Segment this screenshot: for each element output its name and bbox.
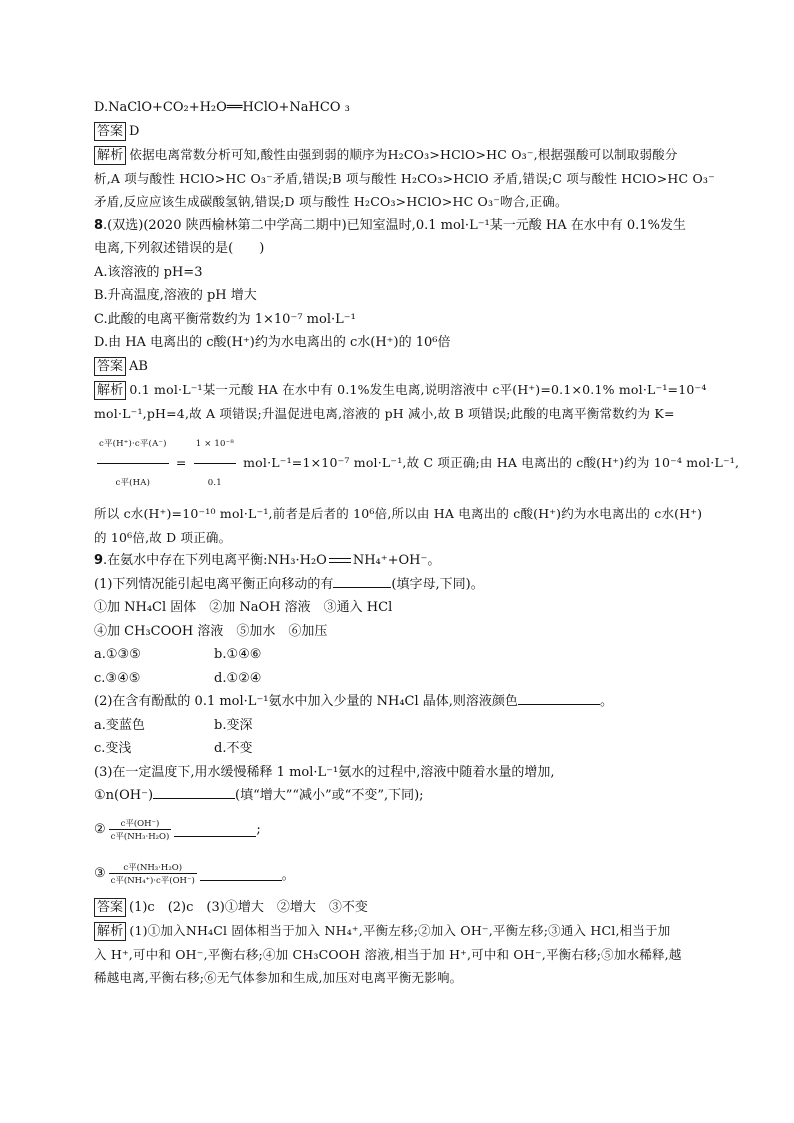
q9-analysis-row-1: 解析 (1)①加入NH₄Cl 固体相当于加入 NH₄⁺,平衡左移;②加入 OH⁻,平衡左移;③通入 HCl,相当于加 [94,919,706,943]
q9-number: 9 [94,553,104,568]
q8-analysis-row-5: 的 10⁶倍,故 D 项正确。 [94,529,232,545]
q9-answer-row [94,896,706,920]
q8-option-a: A.该溶液的 pH=3 [94,264,203,280]
q9-part1-items-1: ①加 NH₄Cl 固体 ②加 NaOH 溶液 ③通入 HCl [94,600,393,615]
q9-part1-items-2: ④加 CH₃COOH 溶液 ⑤加水 ⑥加压 [94,623,328,639]
q9-part3-item-1: ①n(OH⁻) (填“增大”“减小”或“不变”,下同); [94,784,706,808]
q8-analysis-row-3: $\frac{\text{c平(H⁺)·c平(A⁻)}}{\text{c平(HA)}}$ = $\frac{\text{1 × 10⁻⁸}}{0.1}$ mol·L⁻¹=1×10⁻⁷ mol·L⁻¹,故 C 项正确;由 HA 电离出的 c酸(H⁺)约为 10⁻⁴ mol·L⁻¹, [94,425,706,502]
q9-part3-item-2: ② $\frac{\text{c平(OH⁻)}}{\text{c平(NH₃·H₂O)}}$ ; [94,819,261,842]
q9-stem: 9.在氨水中存在下列电离平衡:NH₃·H₂O NH₄⁺+OH⁻。 [94,553,441,568]
q8-stem-2: 电离,下列叙述错误的是( ) [94,241,265,256]
ratio-fraction: $\frac{\text{c平(NH₃·H₂O)}}{\text{c平(NH₄⁺)·c平(OH⁻)}}$ [110,863,195,886]
answer-blank[interactable] [174,822,256,837]
q7-answer: D [129,123,140,139]
q9-analysis-row-2: 入 H⁺,可中和 OH⁻,平衡右移;④加 CH₃COOH 溶液,相当于加 H⁺,可中和 OH⁻,平衡右移;⑤加水稀释,越 [94,946,682,962]
q9-part1-options-cd: c.③④⑤ d.①②④ [94,670,262,686]
q9-part1-options-ab: a.①③⑤ b.①④⑥ [94,647,262,662]
answer-blank[interactable] [518,690,600,705]
q9-part3-stem: (3)在一定温度下,用水缓慢稀释 1 mol·L⁻¹氨水的过程中,溶液中随着水量的增加, [94,764,555,780]
analysis-tag: 解析 [94,146,126,165]
content-area [94,96,740,990]
answer-tag: 答案 [94,357,126,376]
analysis-tag: 解析 [94,381,126,400]
q9-part2-options-cd: c.变浅 d.不变 [94,741,253,756]
analysis-tag: 解析 [94,922,126,941]
q7-analysis-row-2: 析,A 项与酸性 HClO>HC O₃⁻矛盾,错误;B 项与酸性 H₂CO₃>HClO 矛盾,错误;C 项与酸性 HClO>HC O₃⁻ [94,170,715,186]
k-fraction: $\frac{\text{c平(H⁺)·c平(A⁻)}}{\text{c平(HA)}}$ [97,425,169,502]
q7-analysis-row-1: 解析 依据电离常数分析可知,酸性由强到弱的顺序为H₂CO₃>HClO>HC O₃⁻,根据强酸可以制取弱酸分 [94,143,706,167]
q9-part1-stem: (1)下列情况能引起电离平衡正向移动的有 (填字母,下同)。 [94,573,706,597]
q8-answer: AB [129,358,148,374]
q8-number: 8 [94,217,104,233]
q8-option-b: B.升高温度,溶液的 pH 增大 [94,288,257,303]
q8-option-d: D.由 HA 电离出的 c酸(H⁺)约为水电离出的 c水(H⁺)的 10⁶倍 [94,335,451,350]
q8-analysis-row-2: mol·L⁻¹,pH=4,故 A 项错误;升温促进电离,溶液的 pH 减小,故 B 项错误;此酸的电离平衡常数约为 K= [94,405,675,421]
q9-part2-stem: (2)在含有酚酞的 0.1 mol·L⁻¹氨水中加入少量的 NH₄Cl 晶体,则溶液颜色 。 [94,690,706,714]
q7-analysis-row-3: 矛盾,反应应该生成碳酸氢钠,错误;D 项与酸性 H₂CO₃>HClO>HC O₃⁻吻合,正确。 [94,194,568,209]
answer-blank[interactable] [200,866,282,881]
q9-part3-item-3: ③ $\frac{\text{c平(NH₃·H₂O)}}{\text{c平(NH₄⁺)·c平(OH⁻)}}$ 。 [94,863,295,886]
q7-answer-row [94,120,706,144]
q8-stem-1: 8.(双选)(2020 陕西榆林第二中学高二期中)已知室温时,0.1 mol·L⁻¹某一元酸 HA 在水中有 0.1%发生 [94,217,686,233]
equilibrium-arrow-icon [329,558,351,564]
answer-blank[interactable] [153,784,235,799]
ratio-fraction: $\frac{\text{c平(OH⁻)}}{\text{c平(NH₃·H₂O)}}$ [110,819,170,842]
q9-answer: (1)c (2)c (3)①增大 ②增大 ③不变 [129,899,368,915]
value-fraction: $\frac{\text{1 × 10⁻⁸}}{0.1}$ [194,425,236,502]
answer-tag: 答案 [94,898,126,917]
answer-tag: 答案 [94,122,126,141]
q7-option-d: D.NaClO+CO₂+H₂O══HClO+NaHCO ₃ [94,100,350,115]
q8-option-c: C.此酸的电离平衡常数约为 1×10⁻⁷ mol·L⁻¹ [94,311,356,327]
q8-analysis-row-4: 所以 c水(H⁺)=10⁻¹⁰ mol·L⁻¹,前者是后者的 10⁶倍,所以由 HA 电离出的 c酸(H⁺)约为水电离出的 c水(H⁺) [94,506,703,521]
q8-analysis-row-1: 解析 0.1 mol·L⁻¹某一元酸 HA 在水中有 0.1%发生电离,说明溶液中 c平(H⁺)=0.1×0.1% mol·L⁻¹=10⁻⁴ [94,378,706,402]
q9-part2-options-ab: a.变蓝色 b.变深 [94,717,253,733]
q8-answer-row [94,355,706,379]
q9-analysis-row-3: 稀越电离,平衡右移;⑥无气体参加和生成,加压对电离平衡无影响。 [94,970,463,985]
answer-blank[interactable] [333,573,391,588]
